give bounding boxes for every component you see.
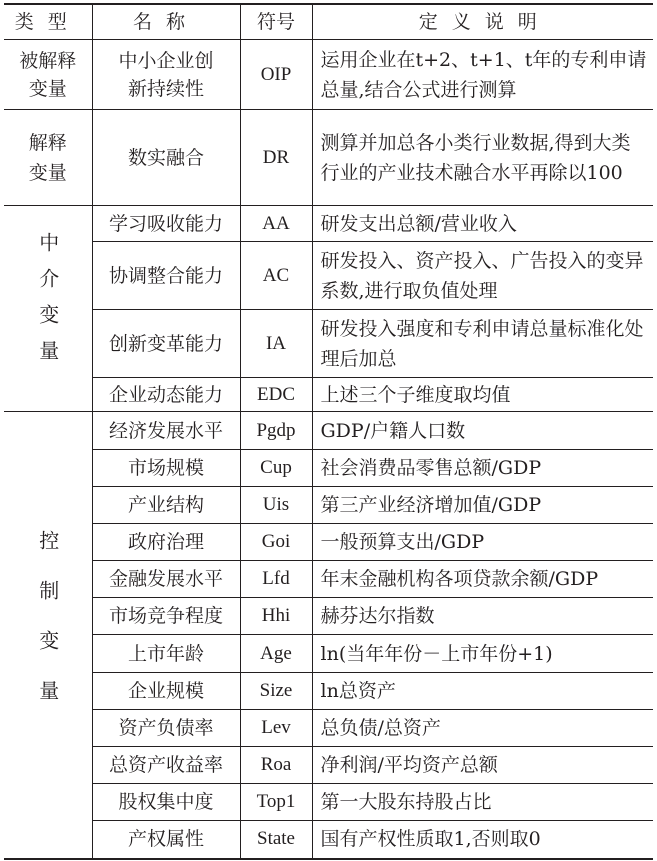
row-symbol: Roa: [240, 747, 312, 784]
header-name-label: 名称: [132, 11, 199, 33]
row-symbol: Size: [240, 673, 312, 710]
row-symbol: AA: [240, 206, 312, 242]
header-type: [4, 4, 92, 40]
table-row: [4, 673, 653, 710]
row-definition: 运用企业在t+2、t+1、t年的专利申请总量,结合公式进行测算: [312, 40, 653, 110]
row-symbol: Hhi: [240, 598, 312, 635]
row-name: 协调整合能力: [92, 242, 240, 310]
row-name: 政府治理: [92, 524, 240, 561]
row-definition: 赫芬达尔指数: [312, 598, 653, 635]
row-name: 资产负债率: [92, 710, 240, 747]
table-row: [4, 487, 653, 524]
table-row: [4, 561, 653, 598]
table-row: [4, 412, 653, 450]
group-explained-label: 被解释变量: [19, 49, 77, 100]
row-definition: 总负债/总资产: [312, 710, 653, 747]
row-symbol: Age: [240, 635, 312, 673]
row-name: 金融发展水平: [92, 561, 240, 598]
row-symbol: AC: [240, 242, 312, 310]
header-symbol-label: 符号: [256, 11, 295, 33]
row-definition: 社会消费品零售总额/GDP: [312, 450, 653, 487]
table-row: [4, 524, 653, 561]
row-name: 市场竞争程度: [92, 598, 240, 635]
row-name: 经济发展水平: [92, 412, 240, 450]
header-definition-label: 定义说明: [418, 11, 551, 33]
row-name: 产权属性: [92, 821, 240, 859]
row-symbol: IA: [240, 310, 312, 378]
row-definition: ln(当年年份－上市年份+1): [312, 635, 653, 673]
row-definition: 国有产权性质取1,否则取0: [312, 821, 653, 859]
header-type-label: 类型: [14, 11, 81, 33]
row-name: 企业规模: [92, 673, 240, 710]
row-definition: 一般预算支出/GDP: [312, 524, 653, 561]
group-explanatory-label: 解释变量: [28, 131, 67, 184]
row-name: 总资产收益率: [92, 747, 240, 784]
table-row: [4, 821, 653, 859]
row-symbol: Top1: [240, 784, 312, 821]
row-name: 企业动态能力: [92, 378, 240, 412]
row-name: 中小企业创新持续性: [118, 49, 214, 100]
row-definition: 研发支出总额/营业收入: [312, 206, 653, 242]
row-name: 创新变革能力: [92, 310, 240, 378]
row-symbol: Lev: [240, 710, 312, 747]
variable-definition-table: [4, 3, 653, 860]
group-control: [4, 412, 92, 859]
row-symbol: State: [240, 821, 312, 859]
row-symbol: DR: [240, 110, 312, 206]
table-row: [4, 310, 653, 378]
row-symbol: Goi: [240, 524, 312, 561]
table-row: [4, 40, 653, 110]
table-row: [4, 206, 653, 242]
group-explanatory: [4, 110, 92, 206]
table-row: [4, 242, 653, 310]
row-name: 数实融合: [92, 110, 240, 206]
group-explained: [4, 40, 92, 110]
table-row: [4, 450, 653, 487]
table-row: [4, 635, 653, 673]
row-definition: 研发投入、资产投入、广告投入的变异系数,进行取负值处理: [312, 242, 653, 310]
header-definition: [312, 4, 653, 40]
row-name: 市场规模: [92, 450, 240, 487]
header-name: [92, 4, 240, 40]
row-symbol: Uis: [240, 487, 312, 524]
row-symbol: Cup: [240, 450, 312, 487]
table-header-row: [4, 4, 653, 40]
row-definition: 上述三个子维度取均值: [312, 378, 653, 412]
row-definition: 测算并加总各小类行业数据,得到大类行业的产业技术融合水平再除以100: [312, 110, 653, 206]
group-control-label: 控制变量: [35, 530, 60, 731]
row-name: 产业结构: [92, 487, 240, 524]
table-row: [4, 110, 653, 206]
table-row: [4, 598, 653, 635]
row-definition: 第一大股东持股占比: [312, 784, 653, 821]
table-row: [4, 784, 653, 821]
row-definition: 研发投入强度和专利申请总量标准化处理后加总: [312, 310, 653, 378]
table-row: [4, 747, 653, 784]
row-definition: 年末金融机构各项贷款余额/GDP: [312, 561, 653, 598]
row-name: 上市年龄: [92, 635, 240, 673]
row-definition: 净利润/平均资产总额: [312, 747, 653, 784]
row-name: 股权集中度: [92, 784, 240, 821]
group-mediator: [4, 206, 92, 412]
row-definition: 第三产业经济增加值/GDP: [312, 487, 653, 524]
row-symbol: EDC: [240, 378, 312, 412]
row-symbol: Pgdp: [240, 412, 312, 450]
group-mediator-label: 中介变量: [35, 232, 60, 376]
row-symbol: Lfd: [240, 561, 312, 598]
row-definition: ln总资产: [312, 673, 653, 710]
header-symbol: [240, 4, 312, 40]
table-row: [4, 378, 653, 412]
row-definition: GDP/户籍人口数: [312, 412, 653, 450]
row-name: 学习吸收能力: [92, 206, 240, 242]
table-row: [4, 710, 653, 747]
row-symbol: OIP: [240, 40, 312, 110]
